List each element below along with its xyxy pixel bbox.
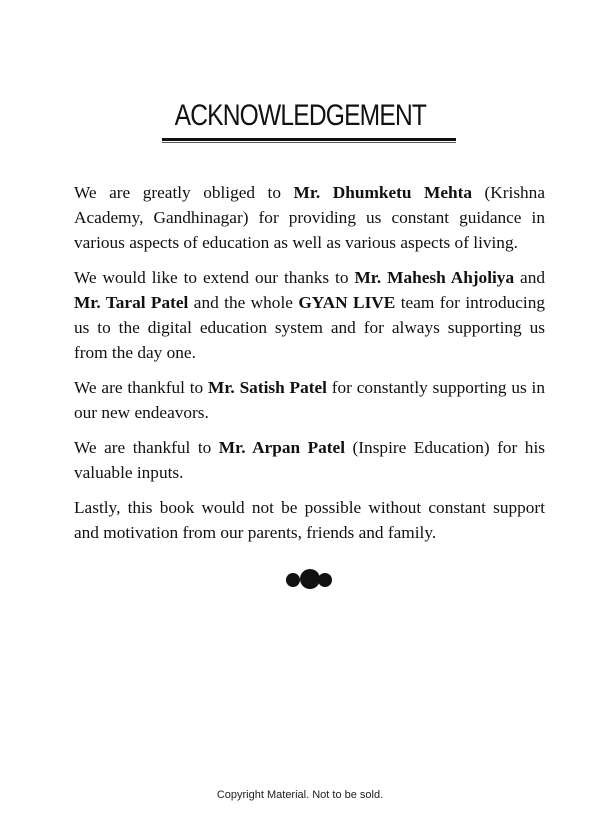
bold-name: Mr. Mahesh Ahjoliya	[354, 268, 515, 287]
text-run: Lastly, this book would not be possible without constant support and motivation from our parents, friends and family.	[74, 498, 545, 542]
text-run: and	[514, 268, 546, 287]
paragraph	[74, 375, 545, 425]
text-run: (Inspire Education) for his valuable inputs.	[74, 438, 545, 482]
title-wrap	[0, 96, 600, 136]
copyright-footer: Copyright Material. Not to be sold.	[216, 789, 384, 801]
paragraph	[74, 180, 545, 255]
text-run: team for introducing us to the digital education system and for always supporting us from the day one.	[74, 293, 545, 362]
acknowledgement-body	[74, 180, 545, 555]
bold-name: Mr. Satish Patel	[208, 378, 327, 397]
paragraph	[74, 495, 545, 545]
text-run: (Krishna Academy, Gandhinagar) for providing us constant guidance in various aspects of education as well as various aspects of living.	[74, 183, 545, 252]
bold-name: Mr. Dhumketu Mehta	[293, 183, 473, 202]
dots-ornament-icon	[286, 568, 334, 590]
paragraph	[74, 435, 545, 485]
dot-large-center	[300, 569, 320, 589]
paragraph	[74, 265, 545, 365]
text-run: We are thankful to	[74, 378, 209, 397]
title-underline-thin	[162, 142, 456, 143]
bold-name: Mr. Arpan Patel	[218, 438, 346, 457]
text-run: for constantly supporting us in our new endeavors.	[74, 378, 546, 422]
dot-small-left	[286, 573, 300, 587]
bold-name: GYAN LIVE	[298, 293, 396, 312]
bold-name: Mr. Taral Patel	[74, 293, 189, 312]
text-run: We would like to extend our thanks to	[74, 268, 355, 287]
page-title: ACKNOWLEDGEMENT	[174, 99, 426, 132]
text-run: We are greatly obliged to	[74, 183, 294, 202]
dot-small-right	[318, 573, 332, 587]
text-run: and the whole	[188, 293, 299, 312]
text-run: We are thankful to	[74, 438, 219, 457]
title-underline	[162, 138, 456, 141]
